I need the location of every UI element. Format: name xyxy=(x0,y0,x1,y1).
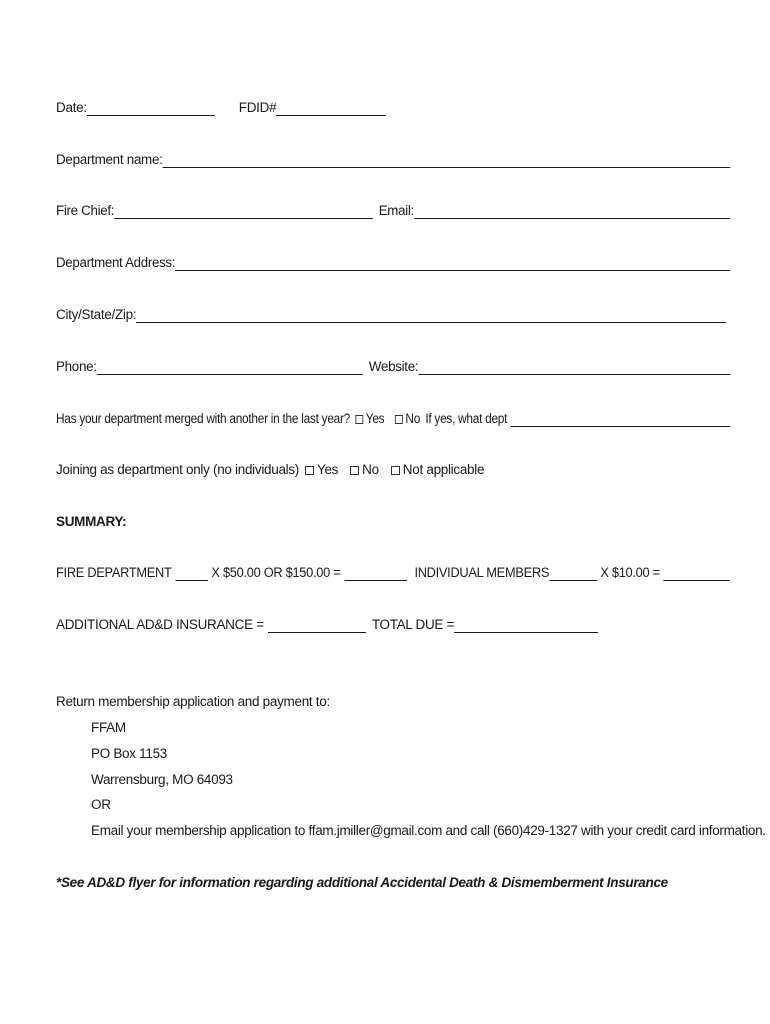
checkbox-icon[interactable] xyxy=(395,415,403,424)
joining-yes-label: Yes xyxy=(317,462,339,477)
footnote-text: *See AD&D flyer for information regarding additional Accidental Death & Dismemberment Insurance xyxy=(56,875,668,890)
date-fdid-row xyxy=(56,100,386,116)
return-email-text: Email your membership application to ffam.jmiller@gmail.com and call (660)429-1327 with your credit card information. xyxy=(91,823,766,838)
return-or-text: OR xyxy=(91,797,111,812)
fire-chief-label: Fire Chief: xyxy=(56,203,115,218)
summary-title: SUMMARY: xyxy=(56,514,127,529)
email-field[interactable] xyxy=(414,204,730,219)
date-field[interactable] xyxy=(87,101,215,116)
return-org-row xyxy=(91,720,126,736)
joining-no-label: No xyxy=(362,462,379,477)
checkbox-icon[interactable] xyxy=(350,466,359,475)
email-label: Email: xyxy=(378,203,414,218)
merged-yes-label: Yes xyxy=(365,411,385,426)
department-address-field[interactable] xyxy=(175,256,730,271)
individual-members-qty-field[interactable] xyxy=(549,566,596,581)
fire-department-qty-field[interactable] xyxy=(175,566,207,581)
phone-label: Phone: xyxy=(56,359,97,374)
department-address-row xyxy=(56,255,730,271)
merged-no-option[interactable] xyxy=(395,411,420,427)
joining-no-option[interactable] xyxy=(350,462,379,478)
fire-department-rate: X $50.00 OR $150.00 = xyxy=(211,565,341,580)
return-intro-text: Return membership application and payment to: xyxy=(56,694,330,709)
return-city-text: Warrensburg, MO 64093 xyxy=(91,772,233,787)
department-address-label: Department Address: xyxy=(56,255,176,270)
fire-department-label: FIRE DEPARTMENT xyxy=(56,565,172,580)
return-intro-row xyxy=(56,694,330,710)
city-state-zip-label: City/State/Zip: xyxy=(56,307,137,322)
fire-chief-field[interactable] xyxy=(114,204,373,219)
total-due-field[interactable] xyxy=(454,618,598,633)
joining-yes-option[interactable] xyxy=(305,462,338,478)
website-label: Website: xyxy=(368,359,419,374)
merged-yes-option[interactable] xyxy=(355,411,384,427)
city-state-zip-field[interactable] xyxy=(136,308,726,323)
department-name-field[interactable] xyxy=(163,153,731,168)
additional-insurance-label: ADDITIONAL AD&D INSURANCE = xyxy=(56,617,264,632)
date-label: Date: xyxy=(56,100,87,115)
fdid-label: FDID# xyxy=(238,100,277,115)
phone-row xyxy=(56,359,730,375)
merged-question-text: Has your department merged with another in the last year? xyxy=(56,411,350,426)
department-name-label: Department name: xyxy=(56,152,163,167)
individual-members-amount-field[interactable] xyxy=(664,566,730,581)
summary-fees-row xyxy=(56,565,730,581)
summary-totals-row xyxy=(56,617,598,633)
additional-insurance-field[interactable] xyxy=(268,618,366,633)
total-due-label: TOTAL DUE = xyxy=(371,617,455,632)
merged-dept-field[interactable] xyxy=(511,412,731,427)
checkbox-icon[interactable] xyxy=(391,466,400,475)
joining-question-text: Joining as department only (no individuals) xyxy=(56,462,299,477)
return-city-row xyxy=(91,772,233,788)
return-or-row xyxy=(91,797,111,813)
fdid-field[interactable] xyxy=(276,101,386,116)
joining-na-label: Not applicable xyxy=(402,462,485,477)
joining-row xyxy=(56,462,484,478)
individual-members-label: INDIVIDUAL MEMBERS xyxy=(414,565,550,580)
joining-na-option[interactable] xyxy=(391,462,484,478)
return-po-box-text: PO Box 1153 xyxy=(91,746,167,761)
footnote-row xyxy=(56,875,668,891)
checkbox-icon[interactable] xyxy=(305,466,314,475)
website-field[interactable] xyxy=(418,360,730,375)
return-po-box-row xyxy=(91,746,167,762)
return-org-text: FFAM xyxy=(91,720,126,735)
merged-if-yes-label: If yes, what dept xyxy=(425,411,508,426)
summary-heading-row xyxy=(56,514,126,530)
individual-members-rate: X $10.00 = xyxy=(600,565,660,580)
fire-department-amount-field[interactable] xyxy=(344,566,407,581)
return-email-row xyxy=(91,823,766,839)
merged-no-label: No xyxy=(405,411,421,426)
department-name-row xyxy=(56,152,730,168)
merged-question-row xyxy=(56,411,730,427)
checkbox-icon[interactable] xyxy=(355,415,363,424)
city-state-zip-row xyxy=(56,307,726,323)
phone-field[interactable] xyxy=(97,360,363,375)
fire-chief-row xyxy=(56,203,730,219)
